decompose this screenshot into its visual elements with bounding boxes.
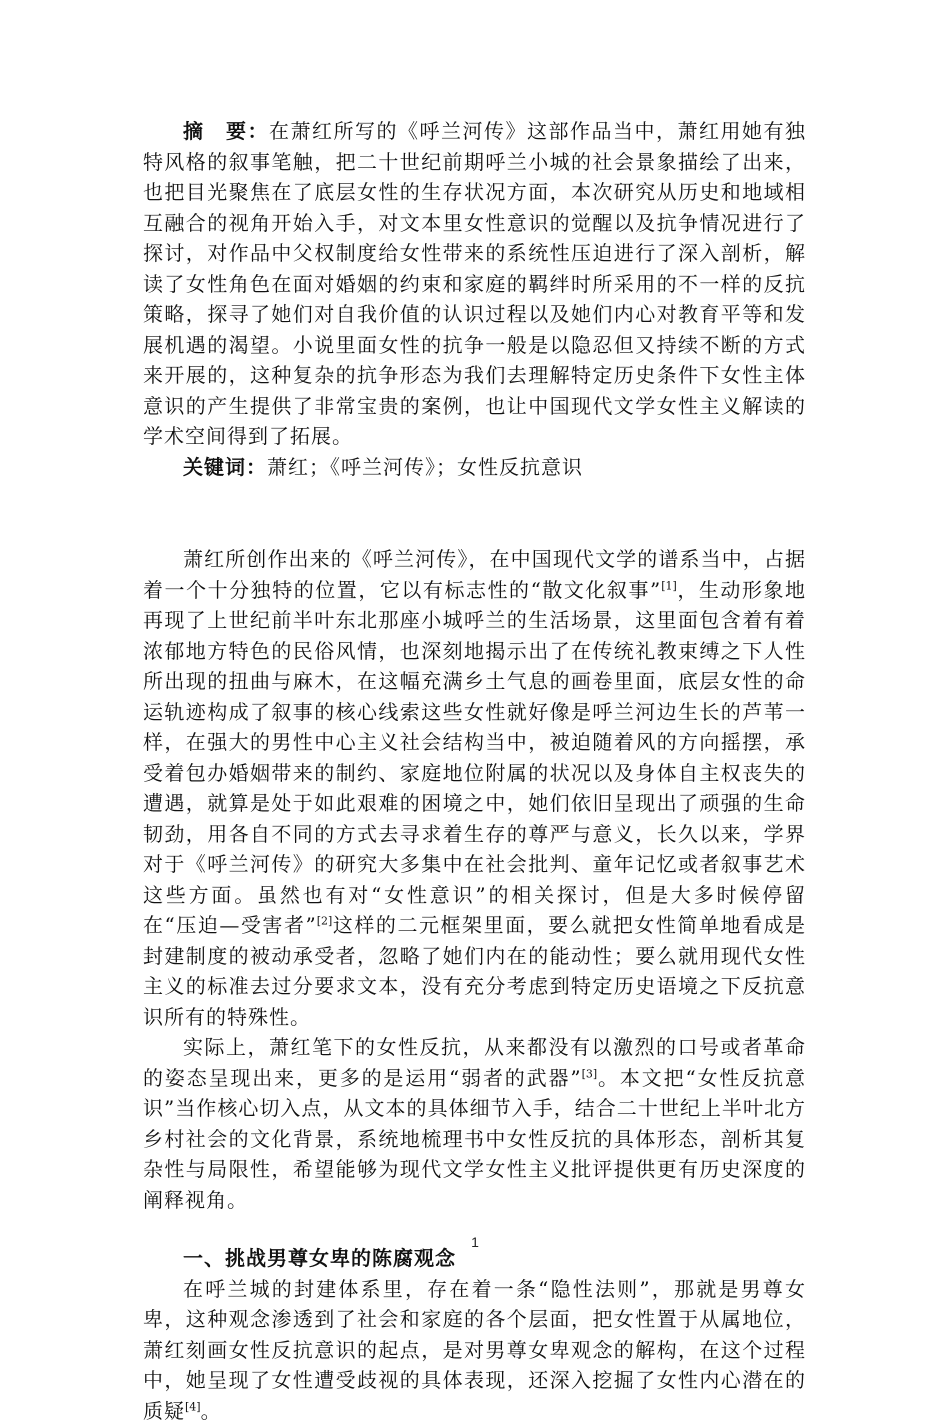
citation-1: [1] (661, 579, 677, 592)
page-number: 1 (0, 1234, 950, 1250)
spacer (143, 482, 806, 544)
citation-4: [4] (185, 1400, 201, 1413)
intro-paragraph-1 (143, 544, 806, 1032)
section1-paragraph (143, 1274, 806, 1426)
section1-text-a: 在呼兰城的封建体系里，存在着一条“隐性法则”，那就是男尊女卑，这种观念渗透到了社会和家庭的各个层面，把女性置于从属地位，萧红刻画女性反抗意识的起点，是对男尊女卑观念的解构，在这个过程中，她呈现了女性遭受歧视的具体表现，还深入挖掘了女性内心潜在的质疑 (143, 1277, 806, 1423)
abstract-label: 摘 要： (183, 119, 269, 143)
keywords-label: 关键词： (183, 455, 267, 479)
intro-paragraph-2 (143, 1032, 806, 1215)
page-content (143, 116, 806, 1426)
citation-2: [2] (317, 914, 333, 927)
section-heading: 一、挑战男尊女卑的陈腐观念 (143, 1243, 806, 1274)
intro-p1-text-c: 这样的二元框架里面，要么就把女性简单地看成是封建制度的被动承受者，忽略了她们内在的能动性；要么就用现代女性主义的标准去过分要求文本，没有充分考虑到特定历史语境之下反抗意识所有的特殊性。 (143, 913, 806, 1029)
keywords-paragraph (143, 452, 806, 483)
intro-p2-text-b: 。本文把“女性反抗意识”当作核心切入点，从文本的具体细节入手，结合二十世纪上半叶北方乡村社会的文化背景，系统地梳理书中女性反抗的具体形态，剖析其复杂性与局限性，希望能够为现代文学女性主义批评提供更有历史深度的阐释视角。 (143, 1066, 806, 1212)
keywords-text: 萧红；《呼兰河传》；女性反抗意识 (267, 455, 583, 479)
citation-3: [3] (582, 1067, 598, 1080)
intro-p1-text-b: ，生动形象地再现了上世纪前半叶东北那座小城呼兰的生活场景，这里面包含着有着浓郁地方特色的民俗风情，也深刻地揭示出了在传统礼教束缚之下人性所出现的扭曲与麻木，在这幅充满乡土气息的画卷里面，底层女性的命运轨迹构成了叙事的核心线索这些女性就好像是呼兰河边生长的芦苇一样，在强大的男性中心主义社会结构当中，被迫随着风的方向摇摆，承受着包办婚姻带来的制约、家庭地位附属的状况以及身体自主权丧失的遭遇，就算是处于如此艰难的困境之中，她们依旧呈现出了顽强的生命韧劲，用各自不同的方式去寻求着生存的尊严与意义，长久以来，学界对于《呼兰河传》的研究大多集中在社会批判、童年记忆或者叙事艺术这些方面。虽然也有对“女性意识”的相关探讨，但是大多时候停留在“压迫—受害者” (143, 578, 806, 938)
section1-text-b: 。 (201, 1399, 222, 1423)
intro-p1-text-a: 萧红所创作出来的《呼兰河传》，在中国现代文学的谱系当中，占据着一个十分独特的位置，它以有标志性的“散文化叙事” (143, 547, 806, 602)
abstract-text: 在萧红所写的《呼兰河传》这部作品当中，萧红用她有独特风格的叙事笔触，把二十世纪前期呼兰小城的社会景象描绘了出来，也把目光聚焦在了底层女性的生存状况方面，本次研究从历史和地域相互融合的视角开始入手，对文本里女性意识的觉醒以及抗争情况进行了探讨，对作品中父权制度给女性带来的系统性压迫进行了深入剖析，解读了女性角色在面对婚姻的约束和家庭的羁绊时所采用的不一样的反抗策略，探寻了她们对自我价值的认识过程以及她们内心对教育平等和发展机遇的渴望。小说里面女性的抗争一般是以隐忍但又持续不断的方式来开展的，这种复杂的抗争形态为我们去理解特定历史条件下女性主体意识的产生提供了非常宝贵的案例，也让中国现代文学女性主义解读的学术空间得到了拓展。 (143, 119, 806, 448)
intro-p2-text-a: 实际上，萧红笔下的女性反抗，从来都没有以激烈的口号或者革命的姿态呈现出来，更多的是运用“弱者的武器” (143, 1035, 806, 1090)
abstract-paragraph (143, 116, 806, 452)
